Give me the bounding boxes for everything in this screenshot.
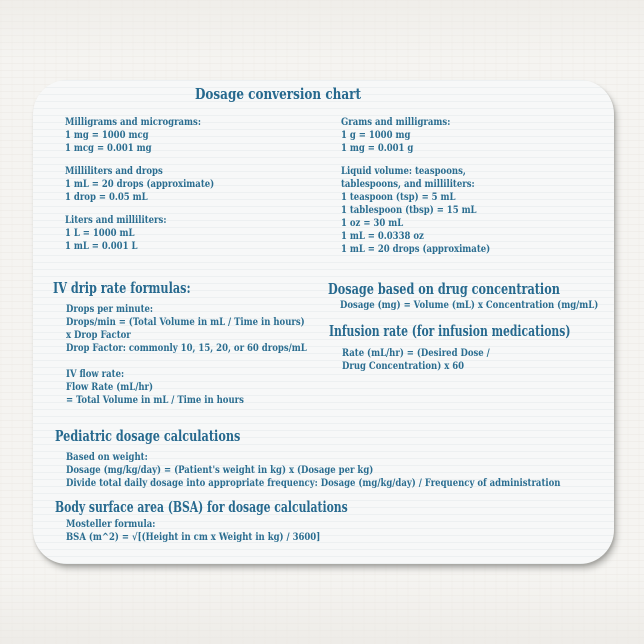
formula-line: Drops per minute: <box>66 304 154 315</box>
formula-line: Drop Factor: commonly 10, 15, 20, or 60 drops/mL <box>66 343 307 354</box>
mousepad <box>33 80 614 564</box>
formula-line: = Total Volume in mL / Time in hours <box>66 395 244 406</box>
conversion-line: Grams and milligrams: <box>341 117 451 128</box>
conversion-group-liters <box>65 214 166 253</box>
formula-line: Drops/min = (Total Volume in mL / Time in hours) <box>66 317 305 328</box>
conversion-line: 1 oz = 30 mL <box>341 218 404 229</box>
conversion-line: 1 g = 1000 mg <box>341 130 411 141</box>
conversion-line: 1 mL = 20 drops (approximate) <box>65 179 215 190</box>
iv-drip-group-drops-per-minute <box>66 303 307 355</box>
conversion-group-milligrams <box>65 116 201 155</box>
infusion-formula <box>342 347 490 373</box>
conversion-group-grams <box>341 116 450 155</box>
section-heading-bsa: Body surface area (BSA) for dosage calculations <box>55 498 348 516</box>
conversion-line: tablespoons, and milliliters: <box>341 179 475 190</box>
bsa-formulas <box>66 518 320 544</box>
conversion-line: Milliliters and drops <box>65 166 163 177</box>
pediatric-formulas <box>66 451 560 490</box>
formula-line: Based on weight: <box>66 452 148 463</box>
formula-line: Rate (mL/hr) = (Desired Dose / <box>342 348 490 359</box>
iv-drip-group-flow-rate <box>66 368 244 407</box>
formula-line: Mosteller formula: <box>66 519 156 530</box>
formula-line: x Drop Factor <box>66 330 131 341</box>
conversion-line: 1 L = 1000 mL <box>65 228 135 239</box>
conversion-line: Liters and milliliters: <box>65 215 167 226</box>
conversion-line: 1 mL = 20 drops (approximate) <box>341 244 491 255</box>
formula-line: Drug Concentration) x 60 <box>342 361 465 372</box>
section-heading-infusion: Infusion rate (for infusion medications) <box>329 322 571 340</box>
conversion-line: Milligrams and micrograms: <box>65 117 201 128</box>
chart-title: Dosage conversion chart <box>195 85 362 103</box>
section-heading-concentration: Dosage based on drug concentration <box>328 280 560 298</box>
conversion-line: Liquid volume: teaspoons, <box>341 166 466 177</box>
formula-line: BSA (m^2) = √[(Height in cm x Weight in kg) / 3600] <box>66 532 321 543</box>
section-heading-iv-drip: IV drip rate formulas: <box>53 279 191 297</box>
conversion-line: 1 mL = 0.001 L <box>65 241 138 252</box>
formula-line: Dosage (mg) = Volume (mL) x Concentration (mg/mL) <box>340 300 599 311</box>
formula-line: Dosage (mg/kg/day) = (Patient's weight in kg) x (Dosage per kg) <box>66 465 374 476</box>
conversion-line: 1 drop = 0.05 mL <box>65 192 148 203</box>
concentration-formula <box>340 299 598 312</box>
conversion-line: 1 mg = 0.001 g <box>341 143 414 154</box>
conversion-line: 1 mL = 0.0338 oz <box>341 231 424 242</box>
conversion-group-milliliters-drops <box>65 165 214 204</box>
conversion-line: 1 teaspoon (tsp) = 5 mL <box>341 192 456 203</box>
formula-line: Flow Rate (mL/hr) <box>66 382 154 393</box>
conversion-line: 1 tablespoon (tbsp) = 15 mL <box>341 205 477 216</box>
section-heading-pediatric: Pediatric dosage calculations <box>55 427 241 445</box>
conversion-line: 1 mcg = 0.001 mg <box>65 143 152 154</box>
conversion-line: 1 mg = 1000 mcg <box>65 130 149 141</box>
conversion-group-liquid-volume <box>341 165 490 256</box>
formula-line: IV flow rate: <box>66 369 125 380</box>
formula-line: Divide total daily dosage into appropriate frequency: Dosage (mg/kg/day) / Frequency of administration <box>66 478 561 489</box>
